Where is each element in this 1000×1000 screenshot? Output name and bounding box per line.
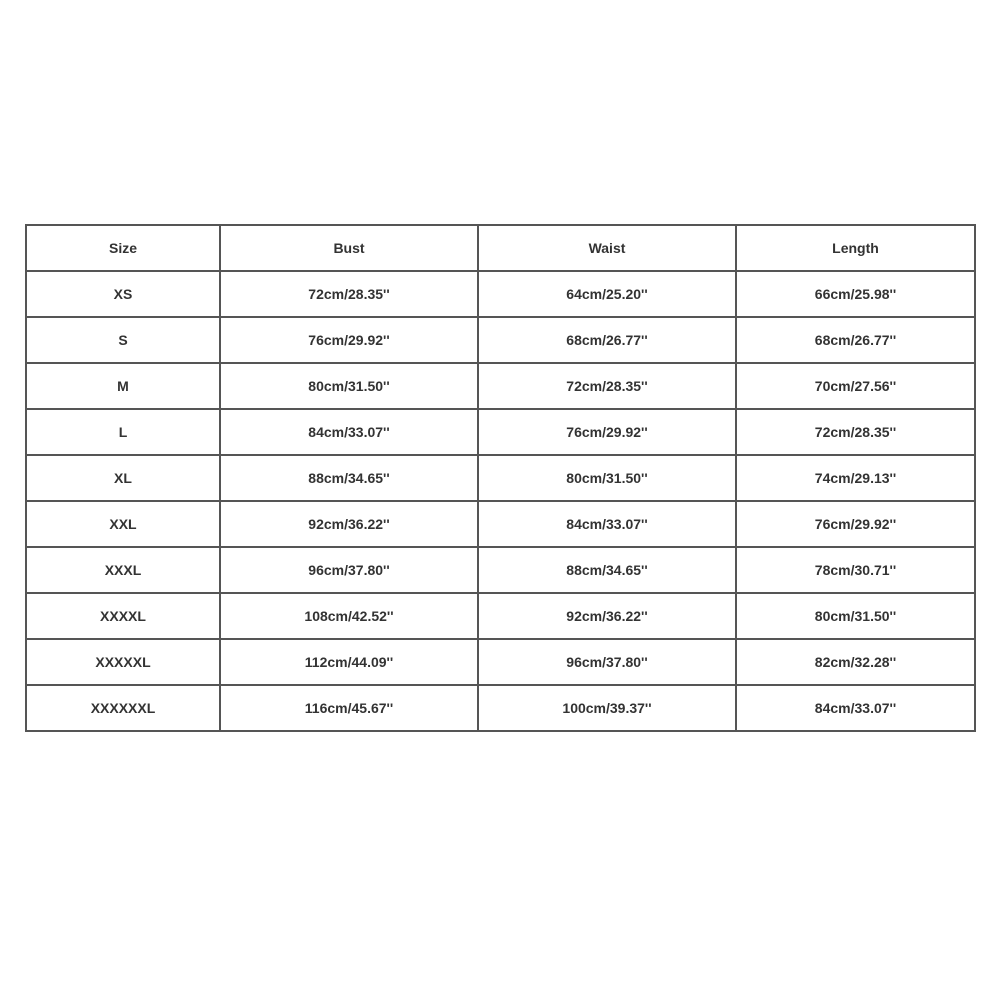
cell-waist: 68cm/26.77'' <box>478 317 736 363</box>
cell-bust: 96cm/37.80'' <box>220 547 478 593</box>
cell-bust: 116cm/45.67'' <box>220 685 478 731</box>
cell-size: XXL <box>26 501 220 547</box>
cell-size: XXXXL <box>26 593 220 639</box>
table-row <box>26 685 975 731</box>
cell-length: 82cm/32.28'' <box>736 639 975 685</box>
cell-bust: 80cm/31.50'' <box>220 363 478 409</box>
cell-bust: 76cm/29.92'' <box>220 317 478 363</box>
cell-waist: 80cm/31.50'' <box>478 455 736 501</box>
cell-size: XXXXXL <box>26 639 220 685</box>
table-row <box>26 317 975 363</box>
cell-waist: 72cm/28.35'' <box>478 363 736 409</box>
cell-size: XXXXXXL <box>26 685 220 731</box>
cell-size: XXXL <box>26 547 220 593</box>
table-header-row <box>26 225 975 271</box>
cell-waist: 100cm/39.37'' <box>478 685 736 731</box>
cell-length: 70cm/27.56'' <box>736 363 975 409</box>
table-row <box>26 547 975 593</box>
cell-length: 68cm/26.77'' <box>736 317 975 363</box>
header-length: Length <box>736 225 975 271</box>
cell-length: 80cm/31.50'' <box>736 593 975 639</box>
cell-waist: 84cm/33.07'' <box>478 501 736 547</box>
cell-bust: 88cm/34.65'' <box>220 455 478 501</box>
cell-length: 74cm/29.13'' <box>736 455 975 501</box>
table-row <box>26 409 975 455</box>
cell-bust: 84cm/33.07'' <box>220 409 478 455</box>
header-waist: Waist <box>478 225 736 271</box>
cell-size: XS <box>26 271 220 317</box>
cell-size: S <box>26 317 220 363</box>
header-bust: Bust <box>220 225 478 271</box>
cell-size: M <box>26 363 220 409</box>
table-row <box>26 363 975 409</box>
cell-length: 78cm/30.71'' <box>736 547 975 593</box>
table-row <box>26 455 975 501</box>
table-row <box>26 501 975 547</box>
cell-size: L <box>26 409 220 455</box>
cell-bust: 112cm/44.09'' <box>220 639 478 685</box>
cell-waist: 88cm/34.65'' <box>478 547 736 593</box>
table-row <box>26 639 975 685</box>
cell-waist: 92cm/36.22'' <box>478 593 736 639</box>
cell-waist: 64cm/25.20'' <box>478 271 736 317</box>
cell-size: XL <box>26 455 220 501</box>
cell-length: 84cm/33.07'' <box>736 685 975 731</box>
cell-length: 72cm/28.35'' <box>736 409 975 455</box>
cell-bust: 92cm/36.22'' <box>220 501 478 547</box>
table-row <box>26 271 975 317</box>
cell-bust: 72cm/28.35'' <box>220 271 478 317</box>
cell-length: 66cm/25.98'' <box>736 271 975 317</box>
cell-length: 76cm/29.92'' <box>736 501 975 547</box>
cell-bust: 108cm/42.52'' <box>220 593 478 639</box>
size-chart-table <box>25 224 976 732</box>
table-row <box>26 593 975 639</box>
header-size: Size <box>26 225 220 271</box>
cell-waist: 96cm/37.80'' <box>478 639 736 685</box>
cell-waist: 76cm/29.92'' <box>478 409 736 455</box>
